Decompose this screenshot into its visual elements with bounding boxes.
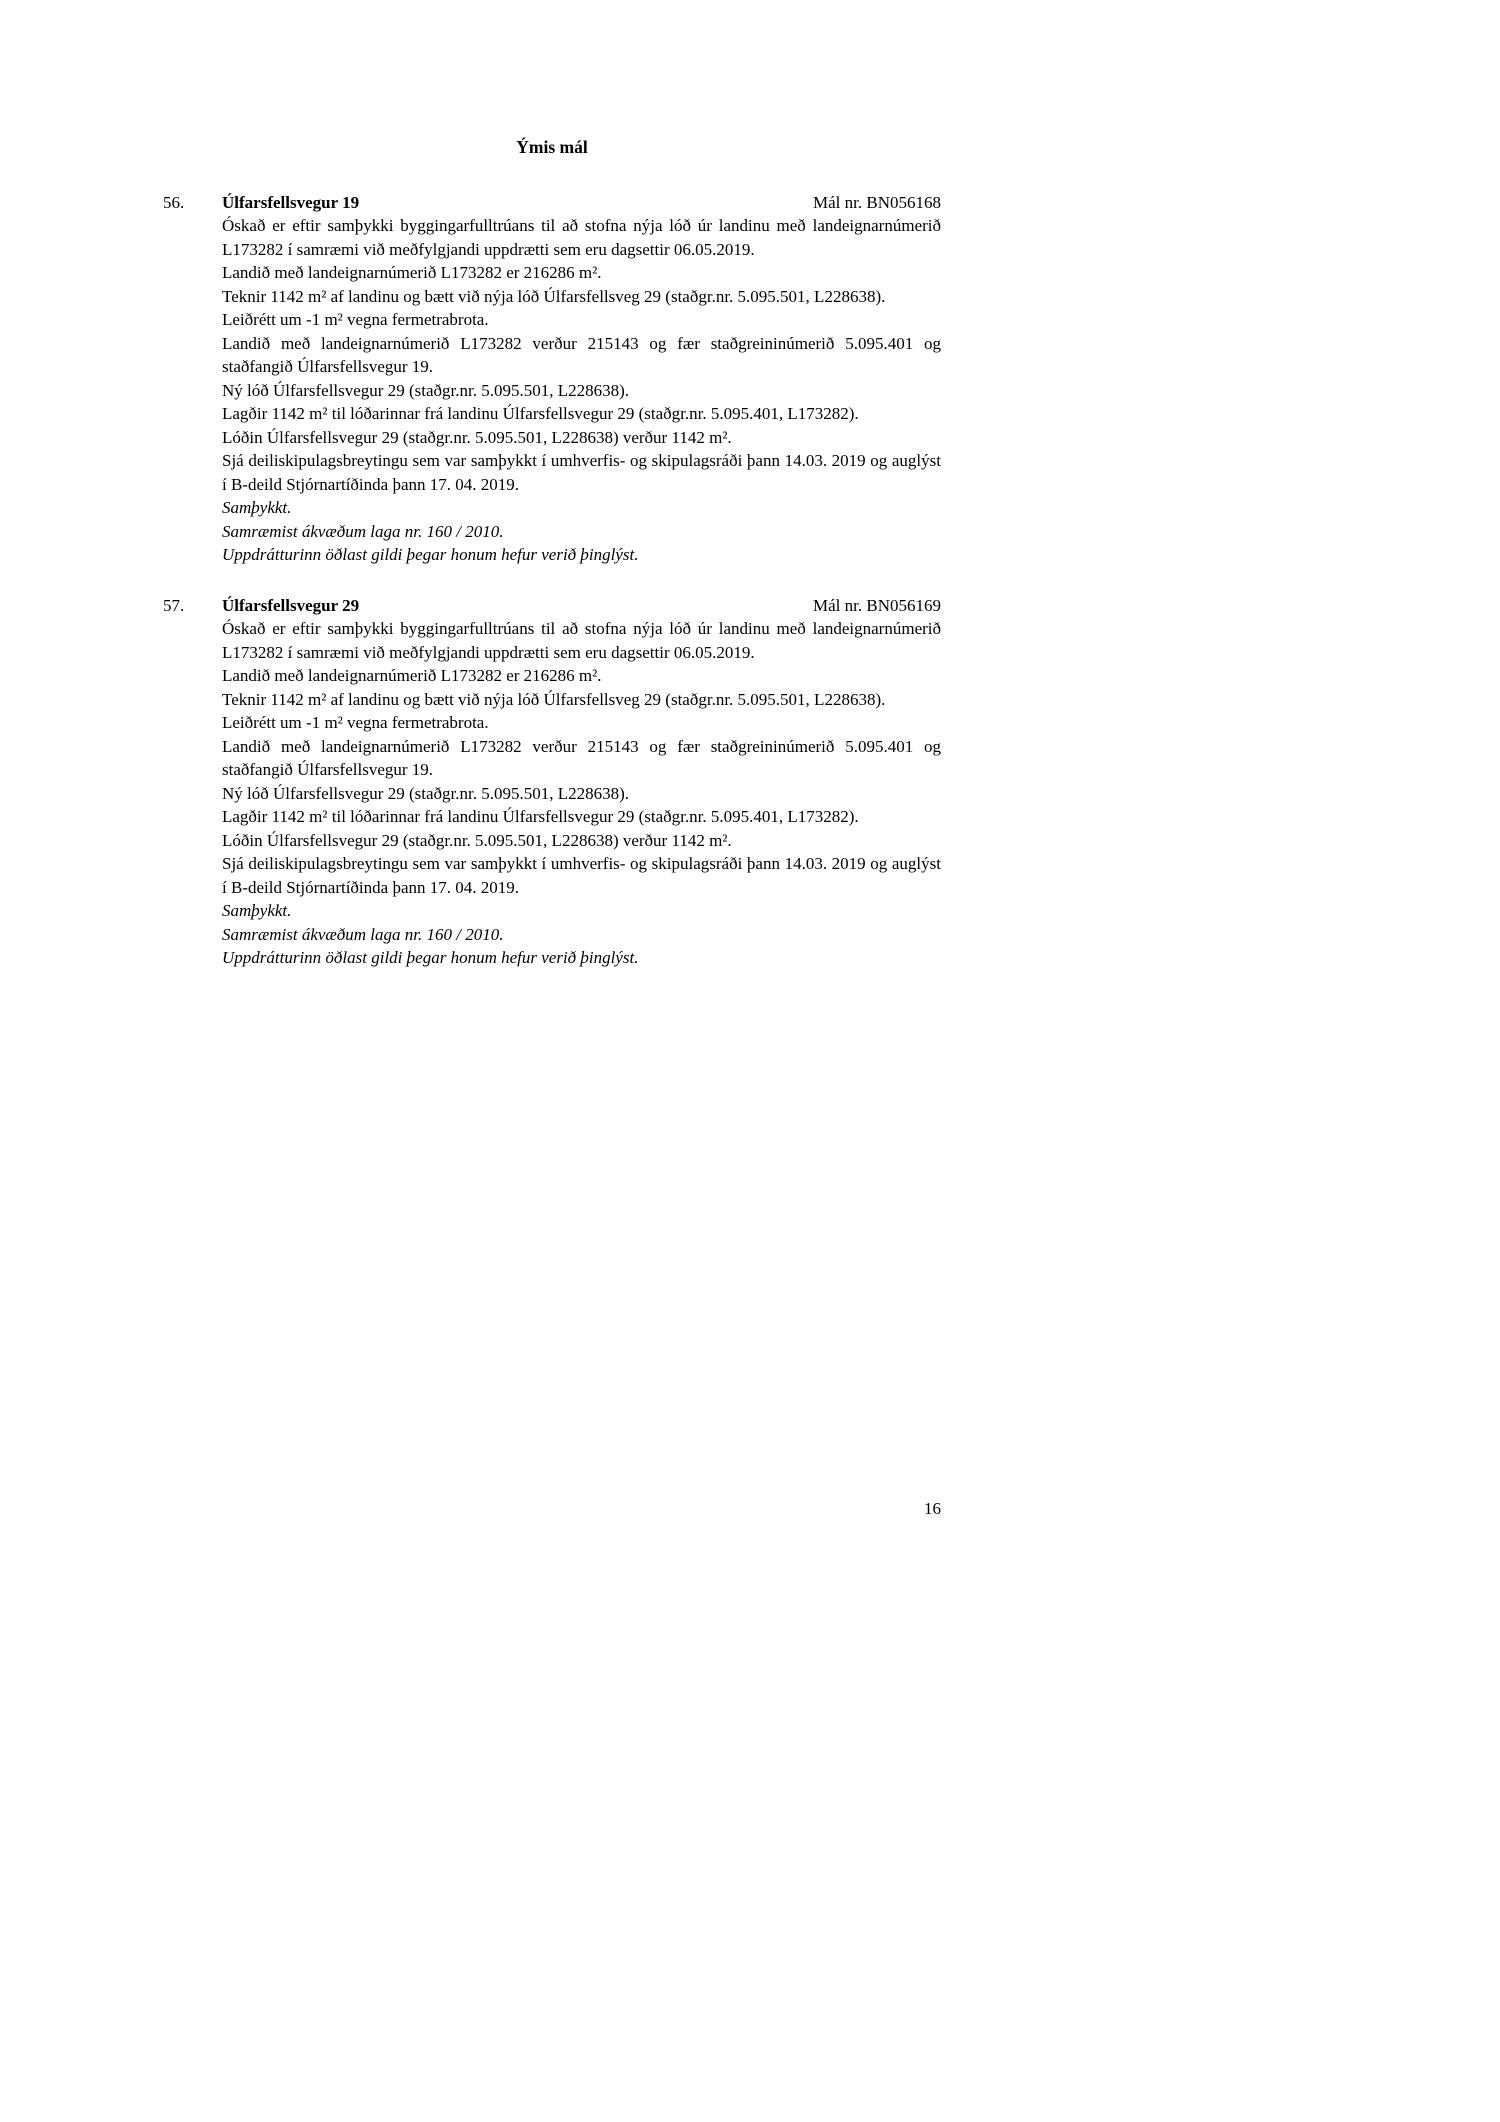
item-heading: Úlfarsfellsvegur 29 [222,595,360,615]
page-number: 16 [924,1499,941,1518]
item-paragraph: Sjá deiliskipulagsbreytingu sem var samþykkt í umhverfis- og skipulagsráði þann 14.03. 2019 og auglýst í B-deild Stjórnartíðinda þann 17. 04. 2019. [222,854,941,897]
item-paragraph: Teknir 1142 m² af landinu og bætt við nýja lóð Úlfarsfellsveg 29 (staðgr.nr. 5.095.501, L228638). [222,286,886,306]
document-content [163,136,941,970]
item-paragraph: Lagðir 1142 m² til lóðarinnar frá landinu Úlfarsfellsvegur 29 (staðgr.nr. 5.095.401, L173282). [222,404,859,423]
item-paragraph: Landið með landeignarnúmerið L173282 verður 215143 og fær staðgreininúmerið 5.095.401 og staðfangið Úlfarsfellsvegur 19. [222,333,941,376]
validity-line: Uppdrátturinn öðlast gildi þegar honum hefur verið þinglýst. [222,948,639,967]
item-number: 57. [163,595,185,615]
item-paragraph: Ný lóð Úlfarsfellsvegur 29 (staðgr.nr. 5.095.501, L228638). [222,380,629,400]
item-paragraph: Óskað er eftir samþykki byggingarfulltrúans til að stofna nýja lóð úr landinu með landeignarnúmerið L173282 í samræmi við meðfylgjandi uppdrætti sem eru dagsettir 06.05.2019. [222,619,941,662]
item-body [222,214,941,567]
legal-reference-line: Samræmist ákvæðum laga nr. 160 / 2010. [222,924,504,944]
item-heading: Úlfarsfellsvegur 19 [222,192,360,212]
item-paragraph: Ný lóð Úlfarsfellsvegur 29 (staðgr.nr. 5.095.501, L228638). [222,783,629,803]
item-paragraph: Lóðin Úlfarsfellsvegur 29 (staðgr.nr. 5.095.501, L228638) verður 1142 m². [222,830,732,850]
item-paragraph: Landið með landeignarnúmerið L173282 er 216286 m². [222,666,602,685]
agenda-item-56 [163,191,941,567]
item-header [163,594,941,618]
item-paragraph: Landið með landeignarnúmerið L173282 verður 215143 og fær staðgreininúmerið 5.095.401 og staðfangið Úlfarsfellsvegur 19. [222,736,941,779]
item-number: 56. [163,192,185,212]
item-paragraph: Sjá deiliskipulagsbreytingu sem var samþykkt í umhverfis- og skipulagsráði þann 14.03. 2019 og auglýst í B-deild Stjórnartíðinda þann 17. 04. 2019. [222,451,941,494]
agenda-item-57 [163,594,941,970]
decision-line: Samþykkt. [222,901,292,920]
item-header [163,191,941,215]
case-number: Mál nr. BN056169 [813,595,941,615]
item-body [222,617,941,970]
item-paragraph: Óskað er eftir samþykki byggingarfulltrúans til að stofna nýja lóð úr landinu með landeignarnúmerið L173282 í samræmi við meðfylgjandi uppdrætti sem eru dagsettir 06.05.2019. [222,216,941,259]
item-paragraph: Lóðin Úlfarsfellsvegur 29 (staðgr.nr. 5.095.501, L228638) verður 1142 m². [222,427,732,447]
item-paragraph: Leiðrétt um -1 m² vegna fermetrabrota. [222,713,489,732]
page-title: Ýmis mál [516,137,588,157]
item-paragraph: Teknir 1142 m² af landinu og bætt við nýja lóð Úlfarsfellsveg 29 (staðgr.nr. 5.095.501, L228638). [222,689,886,709]
case-number: Mál nr. BN056168 [813,192,941,212]
legal-reference-line: Samræmist ákvæðum laga nr. 160 / 2010. [222,521,504,541]
validity-line: Uppdrátturinn öðlast gildi þegar honum hefur verið þinglýst. [222,545,639,564]
item-paragraph: Landið með landeignarnúmerið L173282 er 216286 m². [222,263,602,282]
decision-line: Samþykkt. [222,498,292,517]
item-paragraph: Lagðir 1142 m² til lóðarinnar frá landinu Úlfarsfellsvegur 29 (staðgr.nr. 5.095.401, L173282). [222,807,859,826]
item-paragraph: Leiðrétt um -1 m² vegna fermetrabrota. [222,310,489,329]
